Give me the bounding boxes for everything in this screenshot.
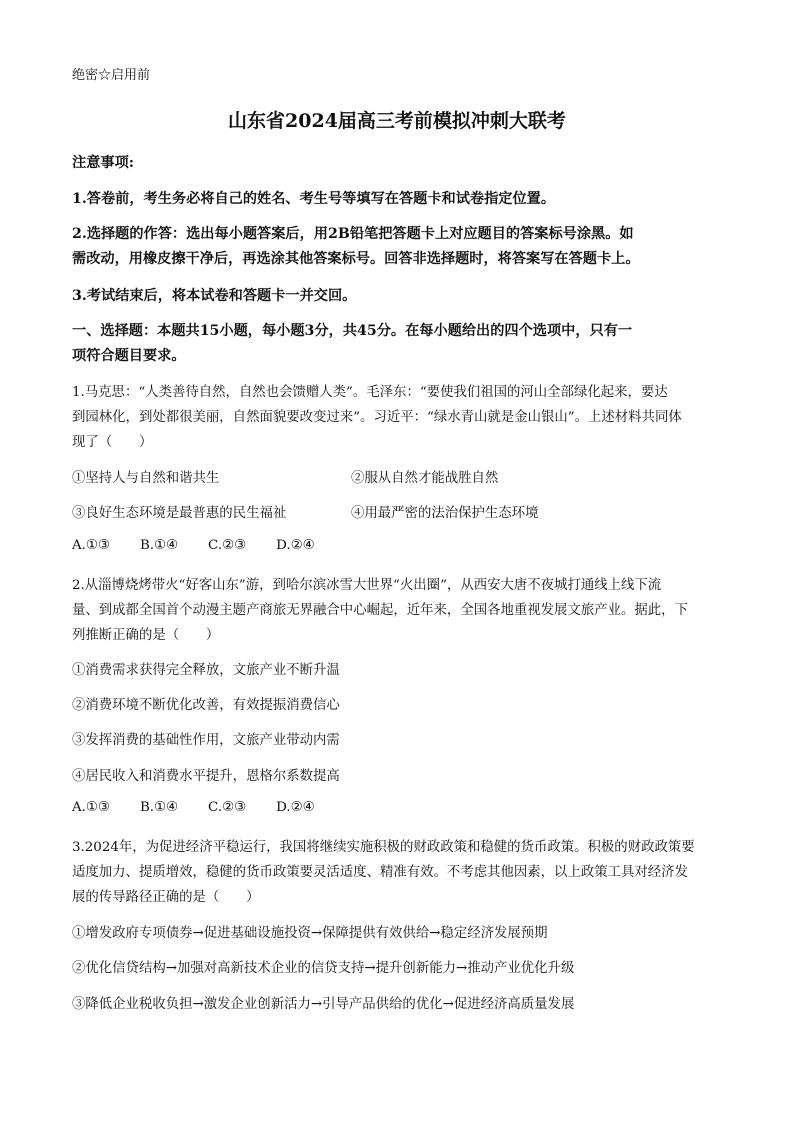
q2-stem-line-1: 2.从淄博烧烤带火“好客山东”游，到哈尔滨冰雪大世界“火出圈”，从西安大唐不夜城打通线上线下流 — [72, 578, 662, 593]
q1-answer-d: D.②④ — [276, 538, 315, 553]
q2-answer-a: A.①③ — [72, 800, 110, 815]
q1-stem-line-2: 到园林化，到处都很美丽，自然面貌要改变过来”。习近平：“绿水青山就是金山银山”。上述材料共同体 — [72, 410, 682, 425]
q1-option-3: ③良好生态环境是最普惠的民生福祉 — [72, 506, 287, 521]
notice-item-2-line-2: 需改动，用橡皮擦干净后，再选涂其他答案标号。回答非选择题时，将答案写在答题卡上。 — [72, 251, 640, 267]
notice-item-2-line-1: 2.选择题的作答：选出每小题答案后，用2B铅笔把答题卡上对应题目的答案标号涂黑。如 — [72, 226, 634, 242]
q3-option-3: ③降低企业税收负担→激发企业创新活力→引导产品供给的优化→促进经济高质量发展 — [72, 997, 575, 1012]
section-1-line-2: 项符合题目要求。 — [72, 348, 186, 364]
notice-item-1: 1.答卷前，考生务必将自己的姓名、考生号等填写在答题卡和试卷指定位置。 — [72, 191, 556, 207]
q2-answer-choices — [72, 800, 345, 815]
q1-answer-a: A.①③ — [72, 538, 110, 553]
q2-option-1: ①消费需求获得完全释放，文旅产业不断升温 — [72, 663, 340, 678]
q2-answer-c: C.②③ — [208, 800, 247, 815]
q1-answer-c: C.②③ — [208, 538, 247, 553]
q1-answer-b: B.①④ — [139, 538, 179, 553]
q3-option-1: ①增发政府专项债券→促进基础设施投资→保障提供有效供给→稳定经济发展预期 — [72, 926, 548, 941]
q3-stem-line-2: 适度加力、提质增效，稳健的货币政策要灵活适度、精准有效。不考虑其他因素，以上政策工具对经济发 — [72, 865, 688, 880]
q3-stem-line-3: 展的传导路径正确的是（ ） — [72, 890, 260, 905]
q2-option-4: ④居民收入和消费水平提升，恩格尔系数提高 — [72, 769, 340, 784]
q2-stem-line-3: 列推断正确的是（ ） — [72, 628, 220, 643]
q1-option-1: ①坚持人与自然和谐共生 — [72, 471, 220, 486]
section-1-line-1: 一、选择题：本题共15小题，每小题3分，共45分。在每小题给出的四个选项中，只有一 — [72, 323, 633, 339]
q3-stem-line-1: 3.2024年，为促进经济平稳运行，我国将继续实施积极的财政政策和稳健的货币政策。积极的财政政策要 — [72, 840, 695, 855]
q3-option-2: ②优化信贷结构→加强对高新技术企业的信贷支持→提升创新能力→推动产业优化升级 — [72, 961, 575, 976]
q2-answer-d: D.②④ — [276, 800, 315, 815]
q1-option-2: ②服从自然才能战胜自然 — [351, 471, 499, 486]
notice-heading: 注意事项: — [72, 155, 134, 171]
q1-option-4: ④用最严密的法治保护生态环境 — [351, 506, 539, 521]
exam-title: 山东省2024届高三考前模拟冲刺大联考 — [228, 110, 566, 132]
q2-stem-line-2: 量、到成都全国首个动漫主题产商旅无界融合中心崛起，近年来，全国各地重视发展文旅产业。据此，下 — [72, 603, 688, 618]
secret-mark: 绝密☆启用前 — [72, 68, 151, 83]
q1-stem-line-3: 现了（ ） — [72, 435, 153, 450]
notice-item-3: 3.考试结束后，将本试卷和答题卡一并交回。 — [72, 288, 357, 304]
q1-answer-choices — [72, 538, 345, 553]
q2-option-2: ②消费环境不断优化改善，有效提振消费信心 — [72, 698, 340, 713]
q2-answer-b: B.①④ — [139, 800, 179, 815]
q2-option-3: ③发挥消费的基础性作用，文旅产业带动内需 — [72, 733, 340, 748]
q1-stem-line-1: 1.马克思：“人类善待自然，自然也会馈赠人类”。毛泽东：“要使我们祖国的河山全部绿化起来，要达 — [72, 385, 668, 400]
